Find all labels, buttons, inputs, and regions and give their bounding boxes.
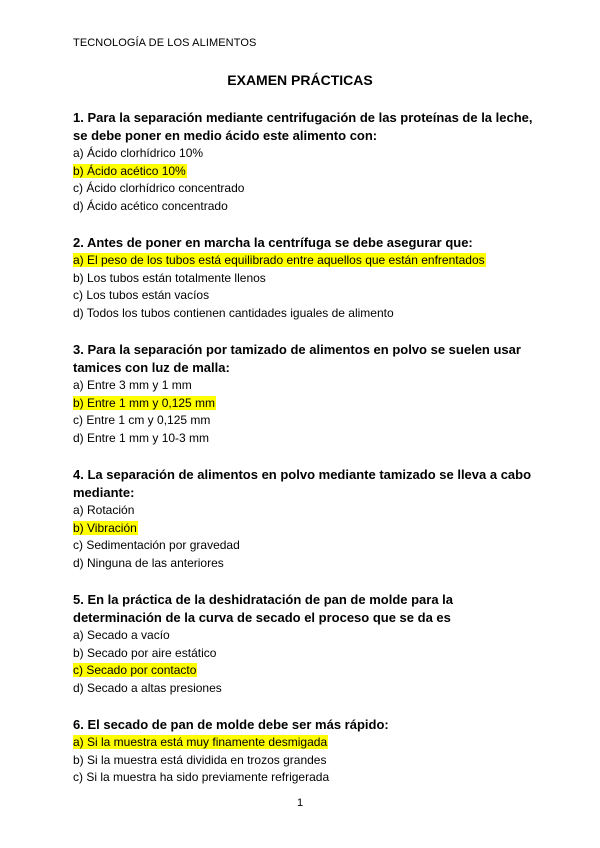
highlighted-answer-option (73, 520, 533, 538)
option-text: d) Ninguna de las anteriores (73, 555, 224, 570)
answer-option (73, 180, 533, 198)
option-text: b) Vibración (73, 520, 137, 535)
answer-option (73, 769, 533, 787)
option-list (73, 502, 533, 572)
question-text: 4. La separación de alimentos en polvo mediante tamizado se lleva a cabo mediante: (73, 467, 532, 500)
question-text: 1. Para la separación mediante centrifugación de las proteínas de la leche, se debe poner en medio ácido este alimento con: (73, 110, 533, 143)
option-text: b) Entre 1 mm y 0,125 mm (73, 395, 216, 410)
option-text: a) Si la muestra está muy finamente desmigada (73, 735, 328, 749)
question-block (73, 341, 533, 447)
answer-option (73, 145, 533, 163)
option-text: c) Los tubos están vacíos (73, 288, 210, 302)
answer-option (73, 430, 533, 448)
question-block (73, 109, 533, 215)
option-text: c) Ácido clorhídrico concentrado (73, 181, 245, 195)
option-list (73, 377, 533, 447)
question-block (73, 234, 533, 322)
option-text: a) El peso de los tubos está equilibrado entre aquellos que están enfrentados (73, 253, 485, 267)
question-text: 3. Para la separación por tamizado de alimentos en polvo se suelen usar tamices con luz de malla: (73, 342, 521, 375)
question-block (73, 466, 533, 572)
answer-option (73, 270, 533, 288)
option-text: a) Entre 3 mm y 1 mm (73, 378, 192, 392)
option-text: d) Ácido acético concentrado (73, 198, 228, 213)
question-list (73, 109, 533, 806)
option-text: a) Secado a vacío (73, 628, 170, 642)
page-number: 1 (296, 797, 304, 809)
answer-option (73, 645, 533, 663)
option-text: b) Secado por aire estático (73, 645, 217, 660)
option-text: c) Secado por contacto (73, 663, 197, 677)
question-text: 5. En la práctica de la deshidratación de pan de molde para la determinación de la curva de secado el proceso que se da es (73, 592, 454, 625)
answer-option (73, 627, 533, 645)
answer-option (73, 752, 533, 770)
answer-option (73, 555, 533, 573)
answer-option (73, 287, 533, 305)
answer-option (73, 377, 533, 395)
highlighted-answer-option (73, 662, 533, 680)
option-text: a) Ácido clorhídrico 10% (73, 146, 204, 160)
highlighted-answer-option (73, 163, 533, 181)
question-block (73, 716, 533, 787)
page-title: EXAMEN PRÁCTICAS (227, 72, 373, 88)
answer-option (73, 537, 533, 555)
highlighted-answer-option (73, 734, 533, 752)
option-text: b) Ácido acético 10% (73, 163, 186, 178)
option-text: d) Entre 1 mm y 10-3 mm (73, 430, 210, 445)
option-list (73, 252, 533, 322)
answer-option (73, 305, 533, 323)
highlighted-answer-option (73, 252, 533, 270)
option-list (73, 627, 533, 697)
question-block (73, 591, 533, 697)
option-text: c) Si la muestra ha sido previamente refrigerada (73, 770, 330, 784)
option-text: c) Sedimentación por gravedad (73, 538, 240, 552)
option-text: d) Secado a altas presiones (73, 680, 222, 695)
option-text: d) Todos los tubos contienen cantidades iguales de alimento (73, 305, 394, 320)
option-text: a) Rotación (73, 503, 135, 517)
page-header: TECNOLOGÍA DE LOS ALIMENTOS (73, 37, 257, 49)
option-list (73, 734, 533, 787)
option-text: c) Entre 1 cm y 0,125 mm (73, 413, 211, 427)
answer-option (73, 198, 533, 216)
option-text: b) Si la muestra está dividida en trozos grandes (73, 752, 327, 767)
answer-option (73, 502, 533, 520)
answer-option (73, 412, 533, 430)
highlighted-answer-option (73, 395, 533, 413)
option-text: b) Los tubos están totalmente llenos (73, 270, 266, 285)
question-text: 2. Antes de poner en marcha la centrífuga se debe asegurar que: (73, 235, 473, 250)
answer-option (73, 680, 533, 698)
option-list (73, 145, 533, 215)
question-text: 6. El secado de pan de molde debe ser más rápido: (73, 717, 389, 732)
